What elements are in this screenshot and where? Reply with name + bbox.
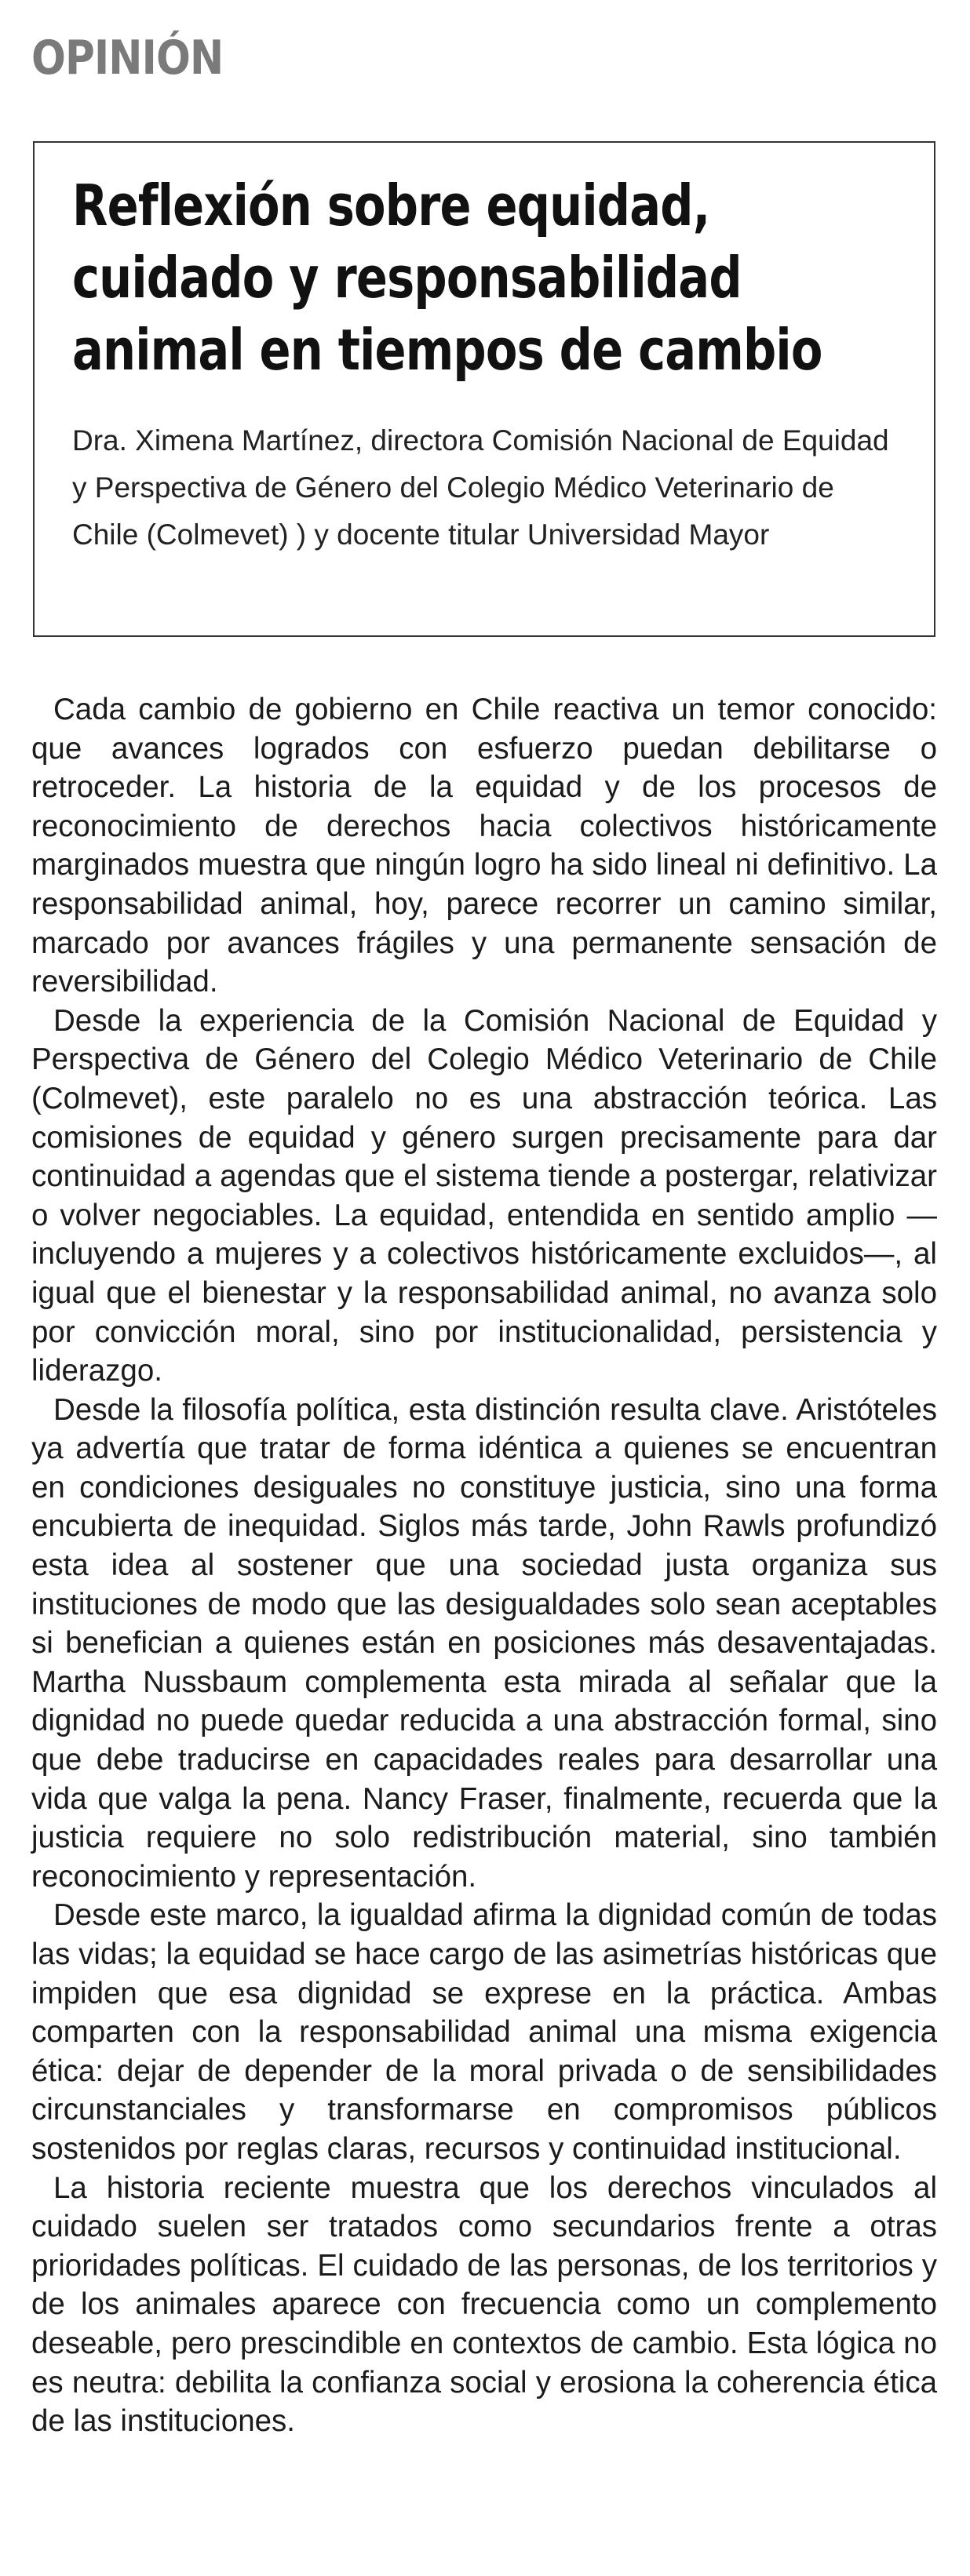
article-title — [72, 169, 844, 386]
article-title-line: cuidado y responsabilidad — [72, 245, 742, 311]
headline-box — [33, 141, 935, 637]
article-paragraph: Cada cambio de gobierno en Chile reactiva un temor conocido: que avances logrados con esfuerzo puedan debilitarse o retroceder. La historia de la equidad y de los procesos de reconocimiento de derechos hacia colectivos históricamente marginados muestra que ningún logro ha sido lineal ni definitivo. La responsabilidad animal, hoy, parece recorrer un camino similar, marcado por avances frágiles y una permanente sensación de reversibilidad. — [31, 693, 937, 999]
article-paragraph: Desde la filosofía política, esta distinción resulta clave. Aristóteles ya advertía que tratar de forma idéntica a quienes se encuentran en condiciones desiguales no constituye justicia, sino una forma encubierta de inequidad. Siglos más tarde, John Rawls profundizó esta idea al sostener que una sociedad justa organiza sus instituciones de modo que las desigualdades solo sean aceptables si benefician a quienes están en posiciones más desaventajadas. Martha Nussbaum complementa esta mirada al señalar que la dignidad no puede quedar reducida a una abstracción formal, sino que debe traducirse en capacidades reales para desarrollar una vida que valga la pena. Nancy Fraser, finalmente, recuerda que la justicia requiere no solo redistribución material, sino también reconocimiento y representación. — [31, 1392, 937, 1894]
article-title-line: Reflexión sobre equidad, — [72, 173, 710, 238]
article-title-line: animal en tiempos de cambio — [72, 317, 822, 383]
article-paragraph: La historia reciente muestra que los derechos vinculados al cuidado suelen ser tratados como secundarios frente a otras prioridades políticas. El cuidado de las personas, de los territorios y de los animales aparece con frecuencia como un complemento deseable, pero prescindible en contextos de cambio. Esta lógica no es neutra: debilita la confianza social y erosiona la coherencia ética de las instituciones. — [31, 2170, 937, 2439]
section-label: OPINIÓN — [31, 31, 224, 86]
article-paragraph: Desde este marco, la igualdad afirma la dignidad común de todas las vidas; la equidad se hace cargo de las asimetrías históricas que impiden que esa dignidad se exprese en la práctica. Ambas comparten con la responsabilidad animal una misma exigencia ética: dejar de depender de la moral privada o de sensibilidades circunstanciales y transformarse en compromisos públicos sostenidos por reglas claras, recursos y continuidad institucional. — [31, 1898, 937, 2166]
article-body — [31, 690, 937, 2441]
article-paragraph: Desde la experiencia de la Comisión Nacional de Equidad y Perspectiva de Género del Colegio Médico Veterinario de Chile (Colmevet), este paralelo no es una abstracción teórica. Las comisiones de equidad y género surgen precisamente para dar continuidad a agendas que el sistema tiende a postergar, relativizar o volver negociables. La equidad, entendida en sentido amplio —incluyendo a mujeres y a colectivos históricamente excluidos—, al igual que el bienestar y la responsabilidad animal, no avanza solo por convicción moral, sino por institucionalidad, persistencia y liderazgo. — [31, 1003, 937, 1388]
article-byline: Dra. Ximena Martínez, directora Comisión Nacional de Equidad y Perspectiva de Género del Colegio Médico Veterinario de Chile (Colmevet) ) y docente titular Universidad Mayor — [72, 424, 889, 551]
